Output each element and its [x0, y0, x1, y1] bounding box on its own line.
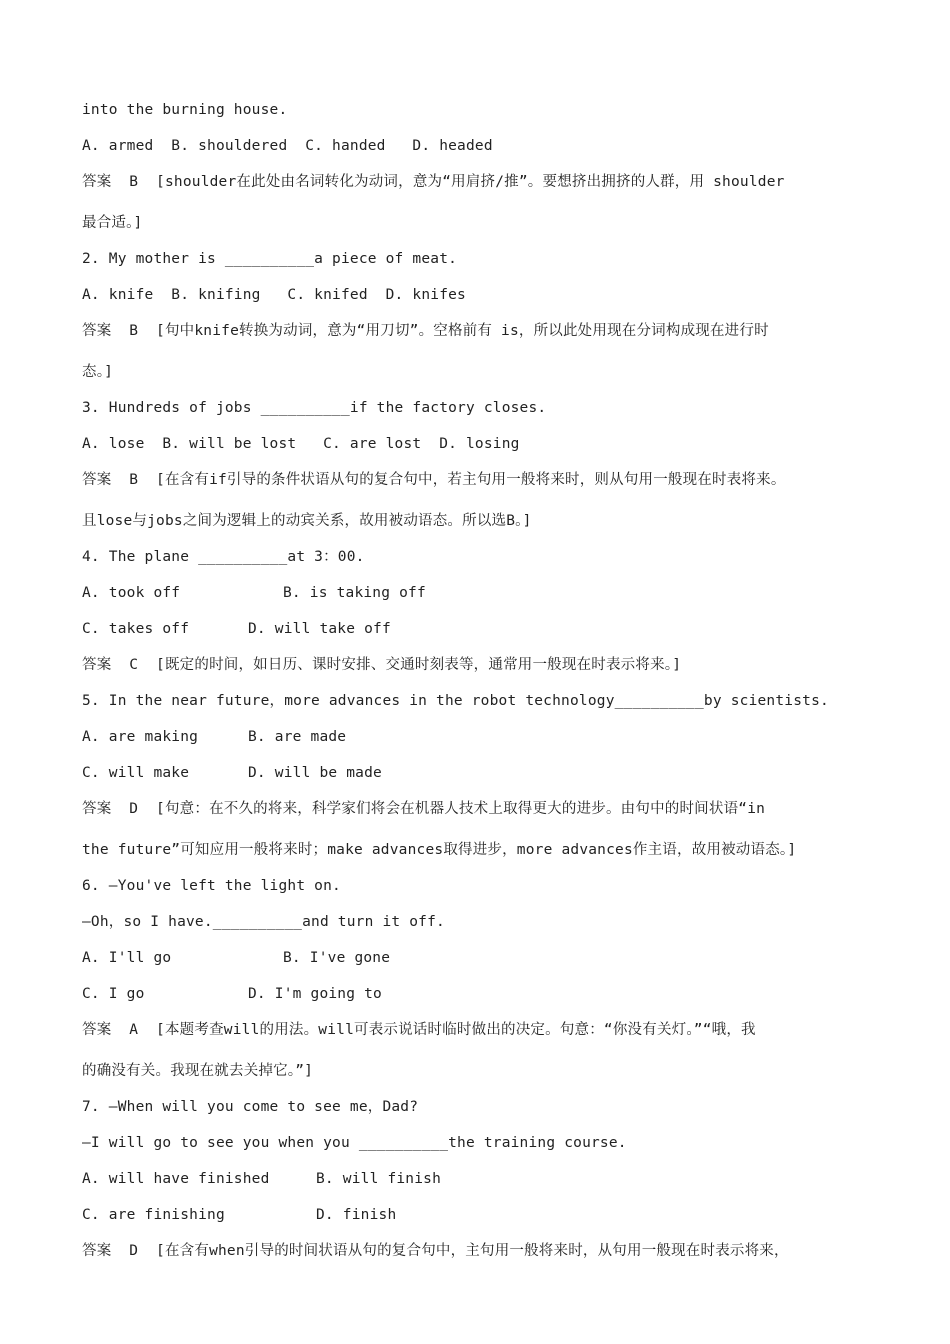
question-5: 5. In the near future，more advances in the robot technology__________by scientists.	[82, 693, 829, 709]
option-q5-d: D. will be made	[248, 765, 382, 781]
answer-q6-cont: 的确没有关。我现在就去关掉它。”]	[82, 1063, 314, 1079]
question-7-reply: —I will go to see you when you __________the training course.	[82, 1135, 627, 1151]
option-q4-d: D. will take off	[248, 621, 391, 637]
answer-q5-cont: the future”可知应用一般将来时；make advances取得进步，more advances作主语，故用被动语态。]	[82, 842, 797, 858]
answer-q7: 答案 D [在含有when引导的时间状语从句的复合句中，主句用一般将来时，从句用一般现在时表示将来，	[82, 1243, 789, 1259]
answer-q1-cont: 最合适。]	[82, 215, 143, 231]
option-q7-c: C. are finishing	[82, 1207, 225, 1223]
option-q6-b: B. I've gone	[283, 950, 391, 966]
option-q5-c: C. will make	[82, 765, 190, 781]
question-3: 3. Hundreds of jobs __________if the factory closes.	[82, 400, 547, 416]
option-q6-c: C. I go	[82, 986, 145, 1002]
option-q7-a: A. will have finished	[82, 1171, 270, 1187]
question-7: 7. —When will you come to see me，Dad?	[82, 1099, 419, 1115]
text-line: into the burning house.	[82, 102, 288, 118]
options-q1: A. armed B. shouldered C. handed D. headed	[82, 138, 493, 154]
options-q3: A. lose B. will be lost C. are lost D. losing	[82, 436, 520, 452]
answer-q1: 答案 B [shoulder在此处由名词转化为动词，意为“用肩挤/推”。要想挤出拥挤的人群，用 shoulder	[82, 174, 785, 190]
question-2: 2. My mother is __________a piece of meat.	[82, 251, 458, 267]
option-q5-a: A. are making	[82, 729, 199, 745]
option-q5-b: B. are made	[248, 729, 347, 745]
answer-q6: 答案 A [本题考查will的用法。will可表示说话时临时做出的决定。句意：“你没有关灯。”“哦，我	[82, 1022, 756, 1038]
answer-q5: 答案 D [句意：在不久的将来，科学家们将会在机器人技术上取得更大的进步。由句中的时间状语“in	[82, 801, 766, 817]
question-6: 6. —You've left the light on.	[82, 878, 341, 894]
option-q4-a: A. took off	[82, 585, 181, 601]
question-6-reply: —Oh，so I have.__________and turn it off.	[82, 914, 445, 930]
option-q7-d: D. finish	[316, 1207, 397, 1223]
option-q6-a: A. I'll go	[82, 950, 172, 966]
option-q4-b: B. is taking off	[283, 585, 426, 601]
answer-q2-cont: 态。]	[82, 364, 114, 380]
answer-q3: 答案 B [在含有if引导的条件状语从句的复合句中，若主句用一般将来时，则从句用一般现在时表将来。	[82, 472, 786, 488]
option-q6-d: D. I'm going to	[248, 986, 382, 1002]
answer-q4: 答案 C [既定的时间，如日历、课时安排、交通时刻表等，通常用一般现在时表示将来。]	[82, 657, 682, 673]
question-4: 4. The plane __________at 3：00.	[82, 549, 365, 565]
answer-q3-cont: 且lose与jobs之间为逻辑上的动宾关系，故用被动语态。所以选B。]	[82, 513, 532, 529]
option-q7-b: B. will finish	[316, 1171, 442, 1187]
options-q2: A. knife B. knifing C. knifed D. knifes	[82, 287, 466, 303]
answer-q2: 答案 B [句中knife转换为动词，意为“用刀切”。空格前有 is，所以此处用现在分词构成现在进行时	[82, 323, 769, 339]
option-q4-c: C. takes off	[82, 621, 190, 637]
